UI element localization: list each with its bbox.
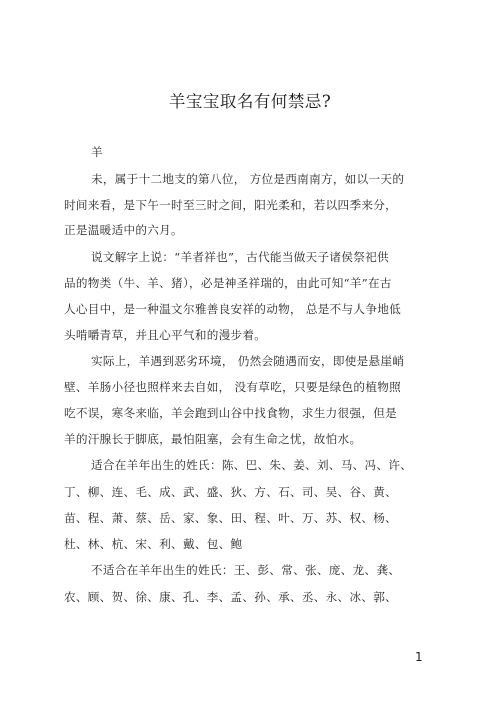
text-line: 农、顾、贺、徐、康、孔、李、孟、孙、承、丞、永、冰、郭、 [64, 590, 398, 604]
text-line: 羊 [91, 145, 103, 159]
text-line: 人心目中，是一种温文尔雅善良安祥的动物， 总是不与人争地低 [64, 302, 402, 316]
text-line: 丁、柳、连、毛、成、武、盛、狄、方、石、司、吴、谷、黄、 [64, 485, 398, 499]
text-line: 吃不误，寒冬来临，羊会跑到山谷中找食物，求生力很强，但是 [64, 406, 398, 420]
text-line: 壁、羊肠小径也照样来去自如， 没有草吃，只要是绿色的植物照 [64, 380, 402, 394]
page-title: 羊宝宝取名有何禁忌? [168, 92, 332, 111]
text-line: 正是温暖适中的六月。 [64, 223, 183, 237]
text-line: 品的物类（牛、羊、猪），必是神圣祥瑞的，由此可知“羊”在古 [64, 276, 392, 290]
text-line: 说文解字上说：“羊者祥也”，古代能当做天子诸侯祭祀供 [91, 250, 389, 264]
text-line: 实际上，羊遇到恶劣环境， 仍然会随遇而安，即使是悬崖峭 [91, 354, 405, 368]
text-line: 苗、程、萧、蔡、岳、家、象、田、程、叶、万、苏、权、杨、 [64, 511, 398, 525]
page-number: 1 [415, 650, 423, 664]
text-line: 头啃嚼青草，并且心平气和的漫步着。 [64, 328, 267, 342]
text-line: 适合在羊年出生的姓氏：陈、巴、朱、姜、刘、马、冯、许、 [91, 458, 413, 472]
text-line: 时间来看，是下午一时至三时之间，阳光柔和，若以四季来分， [64, 198, 398, 212]
text-line: 未，属于十二地支的第八位， 方位是西南南方，如以一天的 [91, 172, 405, 186]
text-line: 不适合在羊年出生的姓氏：王、彭、常、张、庞、龙、龚、 [91, 563, 401, 577]
text-line: 杜、林、杭、宋、利、戴、包、鲍 [64, 537, 243, 551]
text-line: 羊的汗腺长于脚底，最怕阻塞，会有生命之忧，故怕水。 [64, 432, 362, 446]
